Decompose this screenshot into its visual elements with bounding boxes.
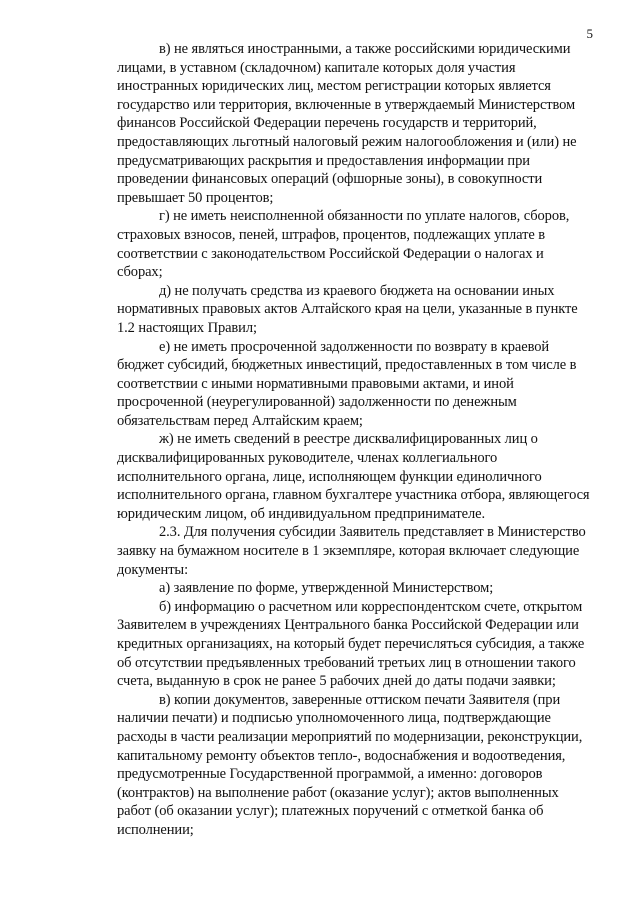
page-body xyxy=(117,40,592,840)
paragraph-item-g: г) не иметь неисполненной обязанности по уплате налогов, сборов, страховых взносов, пеней, штрафов, процентов, подлежащих уплате в соответствии с законодательством Российской Федерации о налогах и сборах; xyxy=(117,208,570,281)
paragraph-item-a: а) заявление по форме, утвержденной Министерством; xyxy=(159,580,494,597)
page-number: 5 xyxy=(586,26,593,41)
paragraph-section-2-3: 2.3. Для получения субсидии Заявитель представляет в Министерство заявку на бумажном носителе в 1 экземпляре, которая включает следующие документы: xyxy=(117,524,586,578)
paragraph-item-b: б) информацию о расчетном или корреспондентском счете, открытом Заявителем в учреждениях Центрального банка Российской Федерации или кредитных организациях, на который будет перечисляться субсидия, а также об отсутствии предъявленных требований третьих лиц в отношении такого счета, выданную в срок не ранее 5 рабочих дней до даты подачи заявки; xyxy=(117,598,585,690)
paragraph-item-e: е) не иметь просроченной задолженности по возврату в краевой бюджет субсидий, бюджетных инвестиций, предоставленных в том числе в соответствии с иными нормативными правовыми актами, и иной просроченной (неурегулированной) задолженности по денежным обязательствам перед Алтайским краем; xyxy=(117,338,577,429)
paragraph-item-d: д) не получать средства из краевого бюджета на основании иных нормативных правовых актов Алтайского края на цели, указанные в пункте 1.2 настоящих Правил; xyxy=(117,282,578,336)
paragraph-item-zh: ж) не иметь сведений в реестре дисквалифицированных лиц о дисквалифицированных руководителе, членах коллегиального исполнительного органа, лице, исполняющем функции единоличного исполнительного органа, главном бухгалтере участника отбора, являющегося юридическим лицом, об индивидуальном предпринимателе. xyxy=(117,431,590,522)
paragraph-item-v: в) не являться иностранными, а также российскими юридическими лицами, в уставном (складочном) капитале которых доля участия иностранных юридических лиц, местом регистрации которых является государство или территория, включенные в утверждаемый Министерством финансов Российской Федерации перечень государств и территорий, предоставляющих льготный налоговый режим налогообложения и (или) не предусматривающих раскрытия и предоставления информации при проведении финансовых операций (офшорные зоны), в совокупности превышает 50 процентов; xyxy=(117,41,577,206)
paragraph-item-v-documents: в) копии документов, заверенные оттиском печати Заявителя (при наличии печати) и подписью уполномоченного лица, подтверждающие расходы в части реализации мероприятий по модернизации, реконструкции, капитальному ремонту объектов тепло-, водоснабжения и водоотведения, предусмотренные Государственной программой, а именно: договоров (контрактов) на выполнение работ (оказание услуг); актов выполненных работ (об оказании услуг); платежных поручений с отметкой банка об исполнении; xyxy=(117,691,583,838)
